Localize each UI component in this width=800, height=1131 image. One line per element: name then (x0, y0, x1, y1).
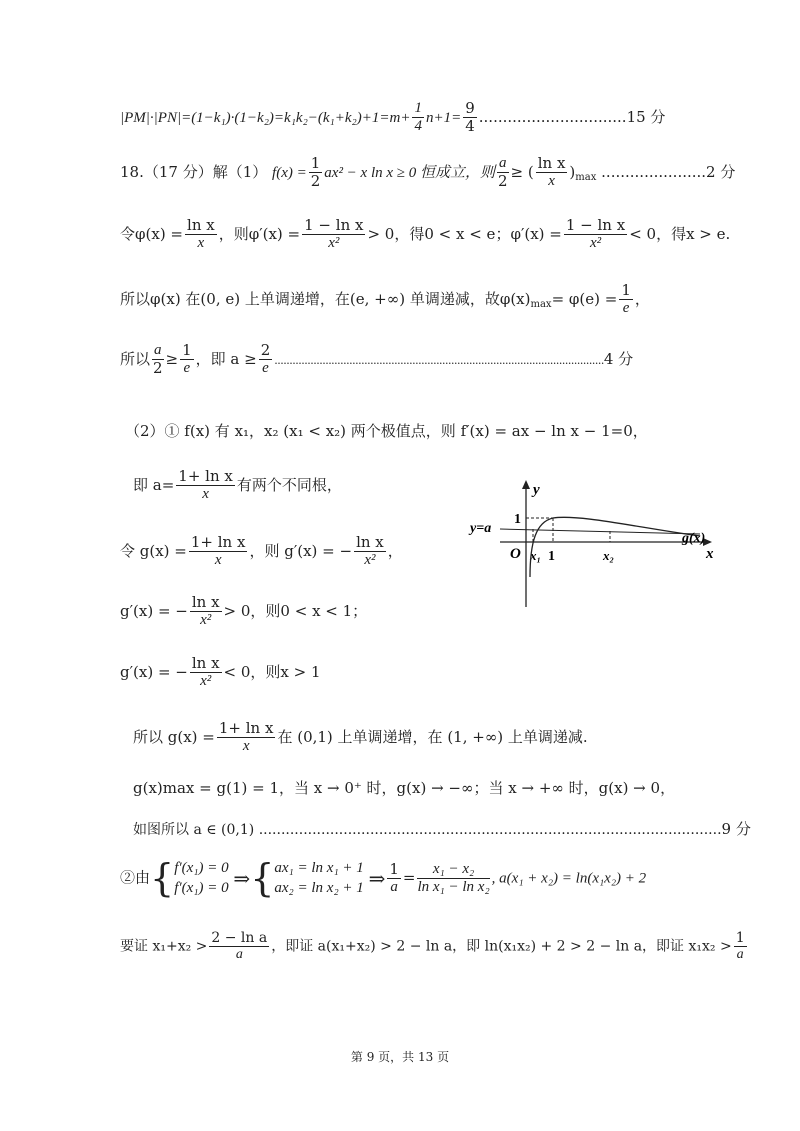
fraction: $\frac{\text{1 − ln x}}{\text{x²}}$ (565, 216, 626, 252)
line-a-range: 所以 $\frac{a}{2}$ ≥ $\frac{1}{e}$ ，即 a ≥ $\frac{2}{e}$ ..............................................................................................................4 分 (120, 341, 634, 378)
line-system: ②由{ f′(x₁) = 0 f′(x₁) = 0 ⇒{ ax₁ = ln x₁ + 1 ax₂ = ln x₂ + 1 ⇒ $\frac{1}{a}$ = $\frac{\text{x₁ − x₂}}{\text{ln x₁ − ln x₂}}$ , a(x₁ + x₂) = ln(x₁x₂) + 2 (120, 856, 647, 901)
fraction: $\frac{\text{1 − ln x}}{\text{x²}}$ (304, 216, 364, 252)
origin-label: O (510, 546, 521, 562)
page-footer: 第 9 页，共 13 页 (350, 1050, 450, 1064)
line-phi-monotonic: 所以φ(x) 在(0, e) 上单调递增，在(e, +∞) 单调递减，故$\varphi(x)_{max}= \varphi(e)$ = $\frac{1}{e}$ ， (120, 281, 650, 317)
fraction: $\frac{a}{2}$ (498, 155, 508, 191)
score-mark: ...............................15 分 (478, 107, 666, 126)
score-mark: ......................2 分 (601, 162, 736, 181)
line-g-limits: g(x)max = g(1) = 1，当 x → 0⁺ 时，g(x) → −∞；当 x → +∞ 时，g(x) → 0， (133, 779, 676, 797)
line-g-def: 令 g(x) = $\frac{\text{1+ ln x}}{x}$ ，则 g′(x) = − $\frac{\text{ln x}}{\text{x²}}$ ， (120, 533, 403, 569)
line-g-increasing: g′(x) = − $\frac{\text{ln x}}{\text{x²}}$ > 0，则0 < x < 1； (120, 593, 368, 629)
fraction: $\frac{\text{x₁ − x₂}}{\text{ln x₁ − ln x₂}}$ (417, 860, 490, 895)
equation-system: f′(x₁) = 0 f′(x₁) = 0 (174, 860, 229, 897)
x2-label: x₂ (603, 548, 615, 563)
fraction: $\frac{1}{e}$ (621, 281, 631, 317)
line-to-prove: 要证 x₁+x₂ > $\frac{\text{2 − ln a}}{a}$ ，即证 a(x₁+x₂) > 2 − ln a，即 ln(x₁x₂) + 2 > 2 − ln a，即证 x₁x₂ > $\frac{1}{a}$ (120, 930, 745, 963)
score-mark: 9 分 (721, 820, 751, 838)
equation-system: ax₁ = ln x₁ + 1 ax₂ = ln x₂ + 1 (274, 860, 364, 897)
fraction: $\frac{\text{ln x}}{\text{x²}}$ (191, 593, 220, 629)
line-g-decreasing: g′(x) = − $\frac{\text{ln x}}{\text{x²}}$ < 0，则x > 1 (120, 654, 321, 690)
fraction: $\frac{1}{2}$ (310, 154, 321, 191)
score-mark: 4 分 (603, 349, 634, 368)
fraction: $\frac{9}{4}$ (465, 99, 475, 136)
line-g-monotonic: 所以 g(x) = $\frac{\text{1+ ln x}}{x}$ 在 (0,1) 上单调递增，在 (1, +∞) 上单调递减. (133, 719, 588, 755)
fraction: $\frac{a}{2}$ (152, 342, 163, 378)
line-a-interval: 如图所以 a ∈ (0,1) ........................................................................................................9 分 (133, 820, 751, 838)
line-phi-def: 令φ(x) = $\frac{\text{ln x}}{x}$ ，则φ′(x) = $\frac{\text{1 − ln x}}{\text{x²}}$ > 0，得0 < x < e；φ′(x) = $\frac{\text{1 − ln x}}{\text{x²}}$ < 0，得x > e. (120, 216, 731, 252)
line-part2-start: （2）① f(x) 有 x₁，x₂ (x₁ < x₂) 两个极值点，则 f′(x) = ax − ln x − 1=0， (125, 422, 648, 440)
left-brace: { (250, 856, 275, 901)
fraction: $\frac{\text{ln x}}{x}$ (187, 216, 215, 252)
left-brace: { (150, 856, 175, 901)
x-one-label: 1 (548, 549, 555, 564)
y-axis-label: y (533, 482, 540, 498)
fraction: $\frac{\text{ln x}}{\text{x²}}$ (191, 654, 220, 690)
g-curve (530, 517, 700, 577)
fraction: $\frac{1}{a}$ (389, 859, 399, 895)
fraction: $\frac{1}{a}$ (735, 930, 745, 963)
curve-label: g(x) (682, 531, 706, 546)
fraction: $\frac{1}{4}$ (414, 100, 422, 135)
fraction: $\frac{2}{e}$ (260, 341, 271, 377)
x1-label: x₁ (530, 548, 542, 563)
fraction: $\frac{\text{1+ ln x}}{x}$ (218, 719, 274, 755)
g-function-graph (460, 472, 730, 612)
fraction: $\frac{\text{1+ ln x}}{x}$ (190, 533, 246, 569)
line-q18-part1: 18.（17 分）解（1） f(x) = $\frac{1}{2}$ ax² − x ln x ≥ 0 恒成立，则 $\frac{a}{2}$ ≥ ( $\frac{\text{ln x}}{x}$ )$_{max}$ ......................2 分 (120, 154, 736, 191)
fraction: $\frac{\text{2 − ln a}}{a}$ (211, 930, 268, 963)
fraction: $\frac{\text{ln x}}{\text{x²}}$ (356, 533, 384, 569)
x-axis-label: x (706, 546, 714, 562)
fraction: $\frac{\text{ln x}}{x}$ (537, 154, 566, 190)
line-y-equals-a-label: y=a (470, 521, 492, 536)
y-axis-arrow (522, 480, 530, 489)
y-one-label: 1 (514, 512, 521, 527)
fraction: $\frac{\text{1+ ln x}}{x}$ (178, 467, 233, 503)
line-a-eq: 即 a= $\frac{\text{1+ ln x}}{x}$ 有两个不同根， (133, 467, 342, 503)
line-pm-pn: |PM|·|PN|=(1−k₁)·(1−k₂)=k₁k₂−(k₁+k₂)+1=m+ $\frac{1}{4}$ n+1= $\frac{9}{4}$ ...............................15 分 (120, 99, 666, 136)
fraction: $\frac{1}{e}$ (182, 341, 192, 377)
